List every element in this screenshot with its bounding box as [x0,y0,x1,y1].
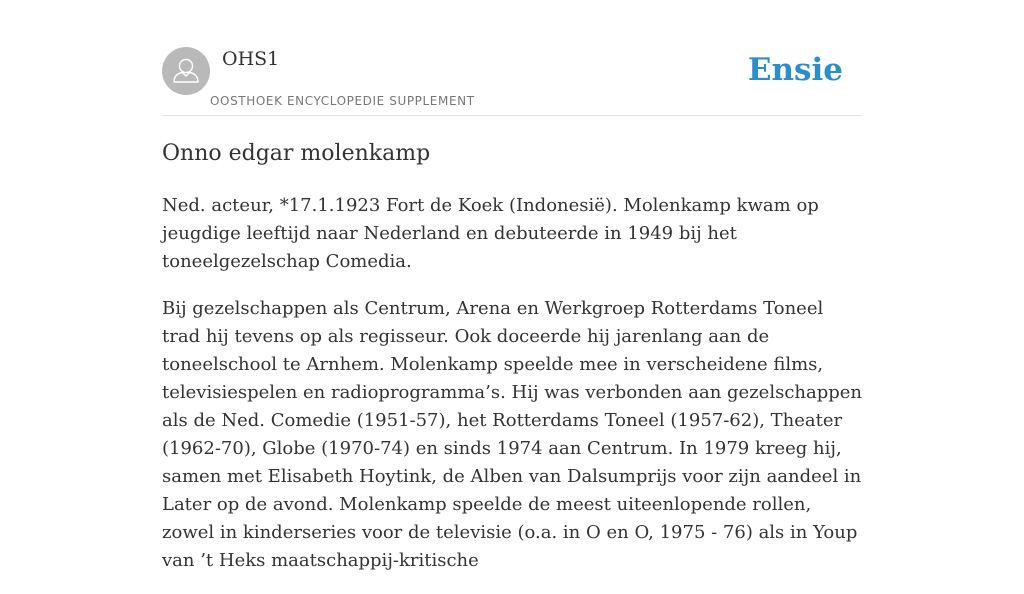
user-icon [162,47,210,95]
paragraph: Ned. acteur, *17.1.1923 Fort de Koek (Indonesië). Molenkamp kwam op jeugdige leeftijd naar Nederland en debuteerde in 1949 bij het toneelgezelschap Comedia. [162,195,819,272]
header [162,47,862,116]
page-title: Onno edgar molenkamp [162,141,431,166]
avatar[interactable] [162,47,210,95]
paragraph: Bij gezelschappen als Centrum, Arena en Werkgroep Rotterdams Toneel trad hij tevens op als regisseur. Ook doceerde hij jarenlang aan de toneelschool te Arnhem. Molenkamp speelde mee in verscheidene films, televisiespelen en radioprogramma’s. Hij was verbonden aan gezelschappen als de Ned. Comedie (1951-57), het Rotterdams Toneel (1957-62), Theater (1962-70), Globe (1970-74) en sinds 1974 aan Centrum. In 1979 kreeg hij, samen met Elisabeth Hoytink, de Alben van Dalsumprijs voor zijn aandeel in Later op de avond. Molenkamp speelde de meest uiteenlopende rollen, zowel in kinderseries voor de televisie (o.a. in O en O, 1975 - 76) als in Youp van ’t Heks maatschappij-kritische [162,298,863,571]
source-label[interactable]: OOSTHOEK ENCYCLOPEDIE SUPPLEMENT [210,94,475,108]
site-logo[interactable]: Ensie [747,52,843,88]
author-name[interactable]: OHS1 [222,48,280,70]
article-body [162,192,862,594]
